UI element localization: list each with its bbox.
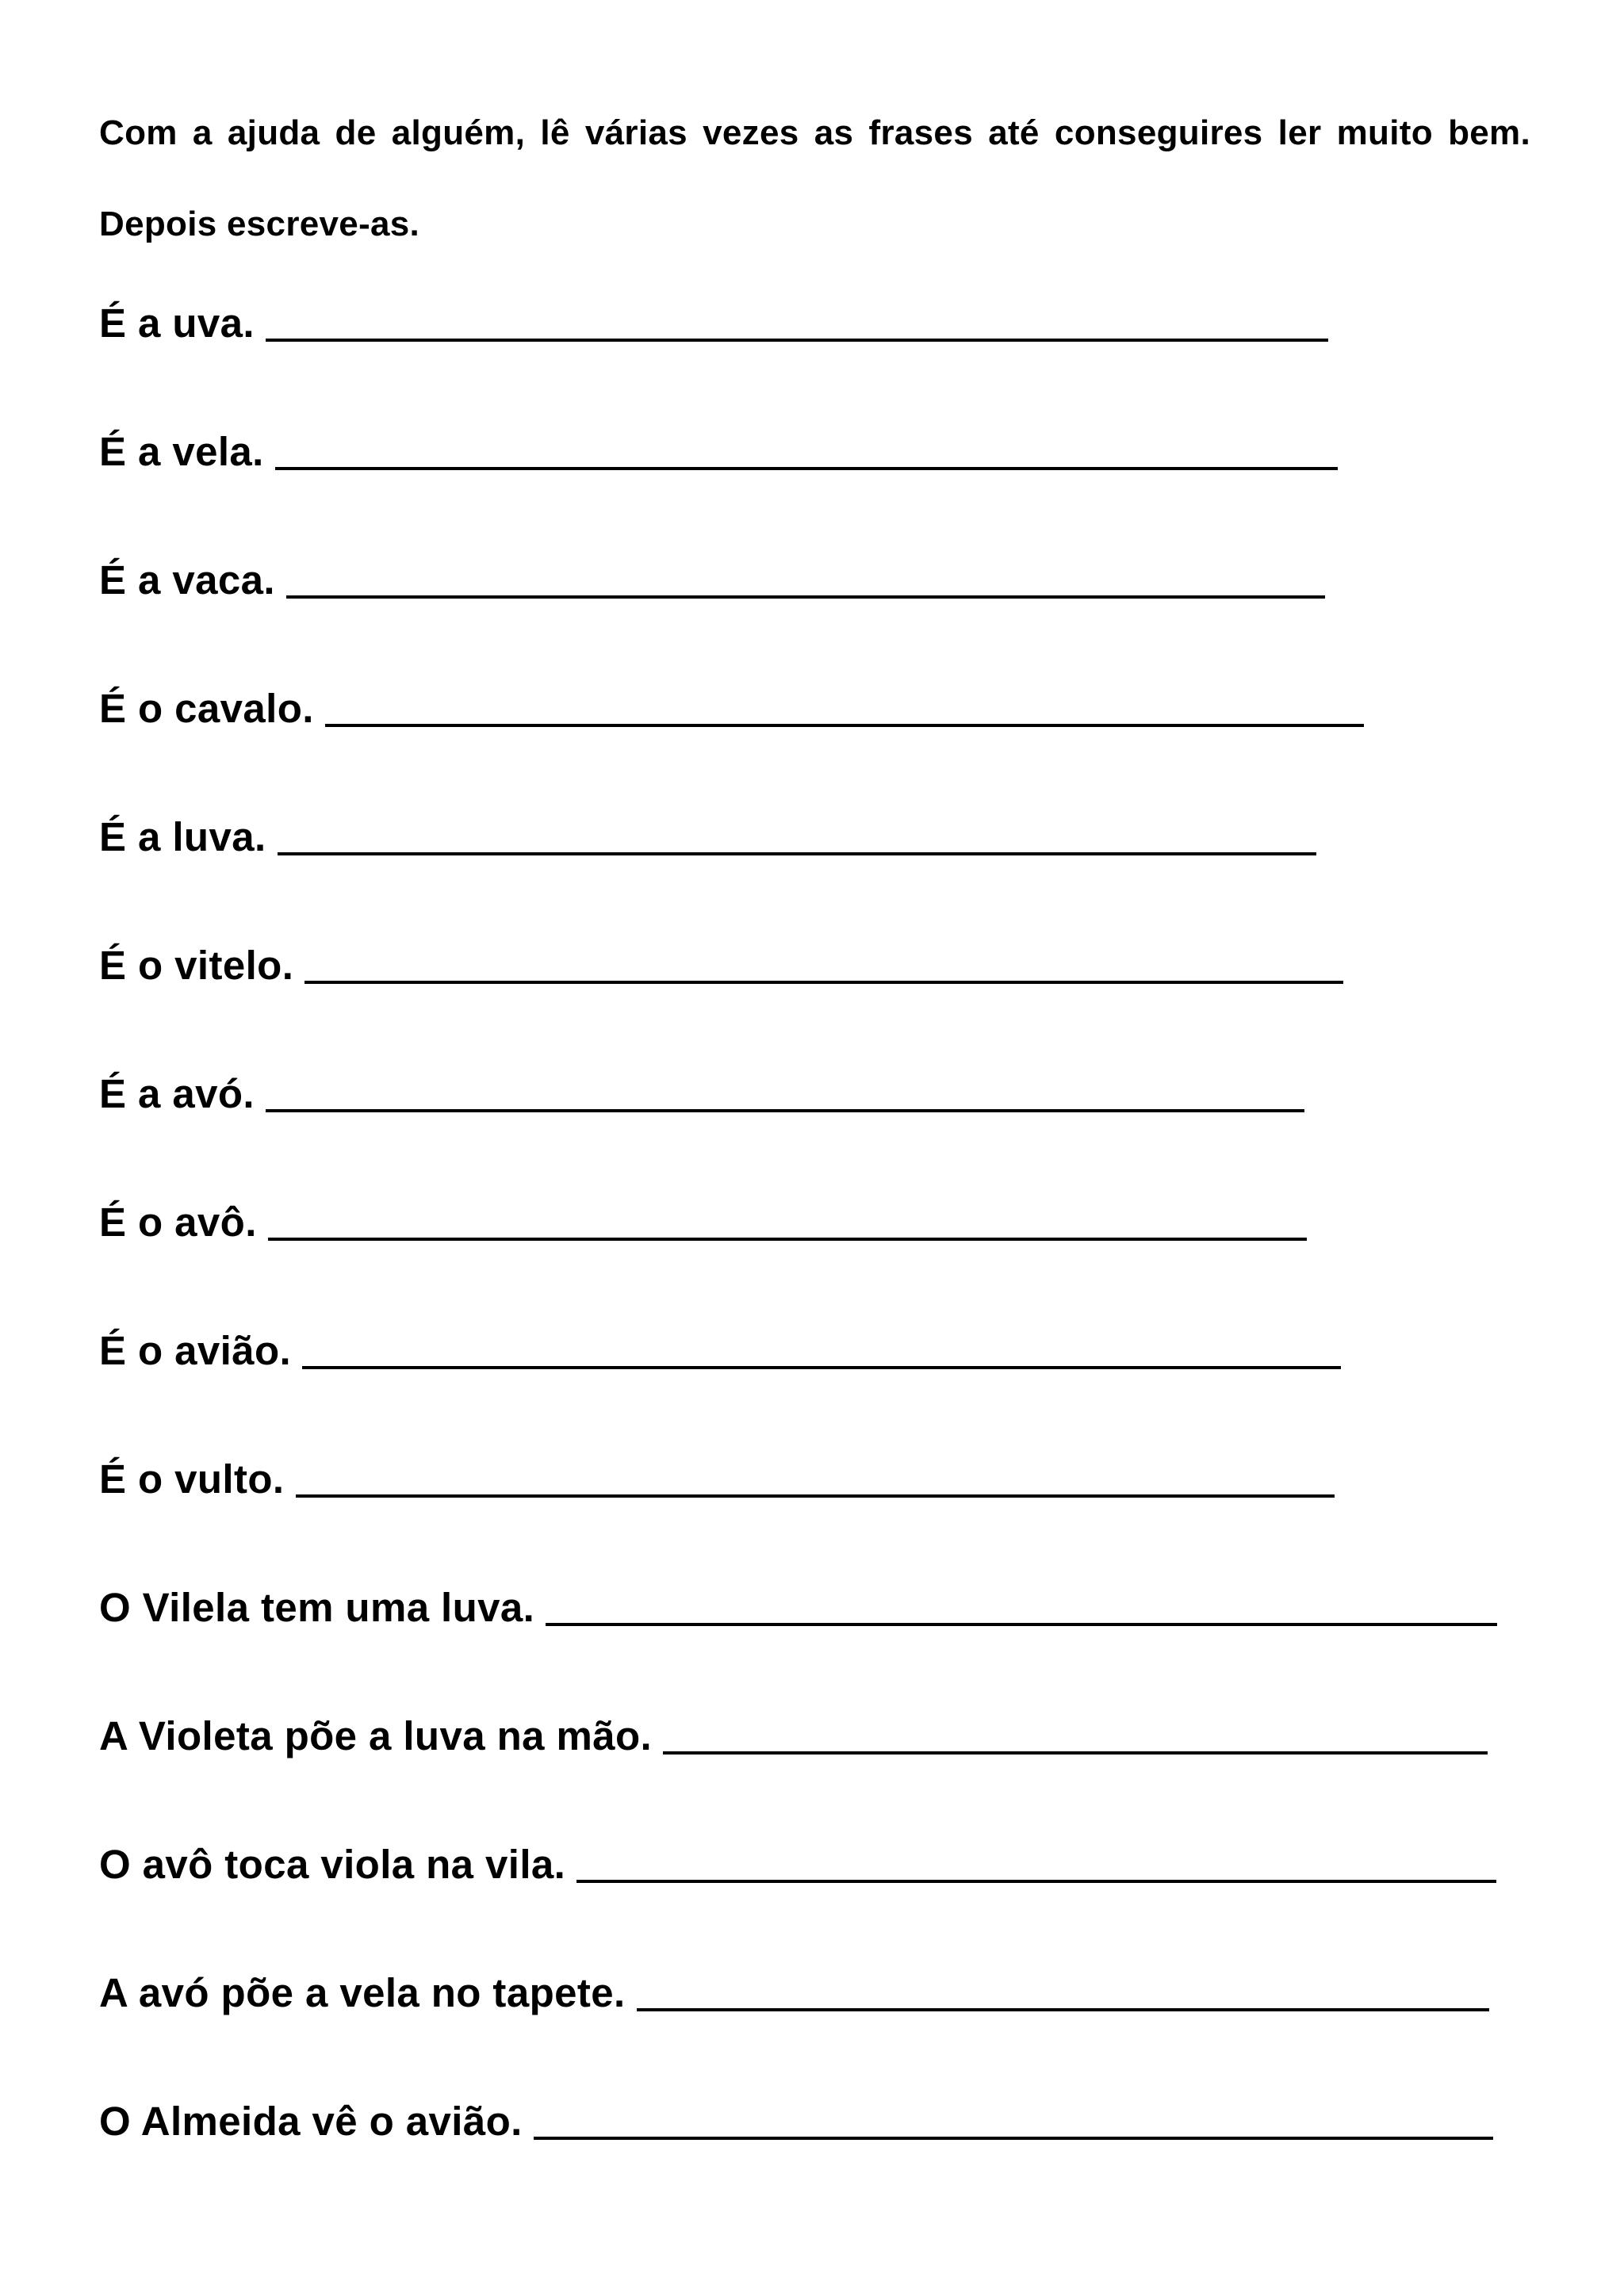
exercise-line xyxy=(99,1969,1489,2016)
exercise-line xyxy=(99,428,1338,475)
sentence-text: É a avó. xyxy=(99,1071,255,1116)
writing-line[interactable] xyxy=(637,2003,1489,2011)
sentence-text: É o cavalo. xyxy=(99,686,314,731)
exercise-line xyxy=(99,1456,1335,1502)
sentence-text: O Vilela tem uma luva. xyxy=(99,1585,535,1630)
sentence-text: O Almeida vê o avião. xyxy=(99,2099,523,2144)
sentence-text: É a vela. xyxy=(99,429,264,474)
exercise-line xyxy=(99,300,1328,346)
exercise-line xyxy=(99,1070,1304,1117)
sentence-text: É o avião. xyxy=(99,1328,292,1373)
writing-line[interactable] xyxy=(302,1361,1341,1369)
writing-line[interactable] xyxy=(546,1618,1497,1626)
writing-line[interactable] xyxy=(278,848,1316,855)
exercise-line xyxy=(99,685,1364,732)
sentence-text: A avó põe a vela no tapete. xyxy=(99,1970,626,2015)
exercise-list xyxy=(99,0,1530,2296)
writing-line[interactable] xyxy=(325,719,1364,727)
sentence-text: A Violeta põe a luva na mão. xyxy=(99,1713,653,1758)
writing-line[interactable] xyxy=(275,462,1338,470)
sentence-text: É a uva. xyxy=(99,300,255,346)
writing-line[interactable] xyxy=(266,334,1328,342)
writing-line[interactable] xyxy=(286,591,1325,599)
exercise-line xyxy=(99,2098,1493,2145)
writing-line[interactable] xyxy=(304,976,1343,984)
instructions-text: Com a ajuda de alguém, lê várias vezes as frases até conseguires ler muito bem. Depois escreve-as. xyxy=(99,113,1530,243)
writing-line[interactable] xyxy=(663,1747,1488,1755)
sentence-text: O avô toca viola na vila. xyxy=(99,1842,566,1887)
writing-line[interactable] xyxy=(534,2132,1493,2140)
exercise-line xyxy=(99,1712,1488,1759)
writing-line[interactable] xyxy=(266,1104,1304,1112)
exercise-line xyxy=(99,942,1343,989)
exercise-line xyxy=(99,1841,1496,1888)
writing-line[interactable] xyxy=(576,1875,1496,1883)
writing-line[interactable] xyxy=(296,1490,1335,1498)
sentence-text: É o avô. xyxy=(99,1200,257,1245)
exercise-line xyxy=(99,1199,1307,1246)
sentence-text: É o vitelo. xyxy=(99,943,294,988)
writing-line[interactable] xyxy=(268,1233,1307,1241)
sentence-text: É a vaca. xyxy=(99,557,275,603)
exercise-line xyxy=(99,813,1316,860)
sentence-text: É a luva. xyxy=(99,814,266,859)
exercise-line xyxy=(99,1584,1497,1631)
exercise-line xyxy=(99,557,1325,603)
exercise-line xyxy=(99,1327,1341,1374)
sentence-text: É o vulto. xyxy=(99,1456,285,1502)
